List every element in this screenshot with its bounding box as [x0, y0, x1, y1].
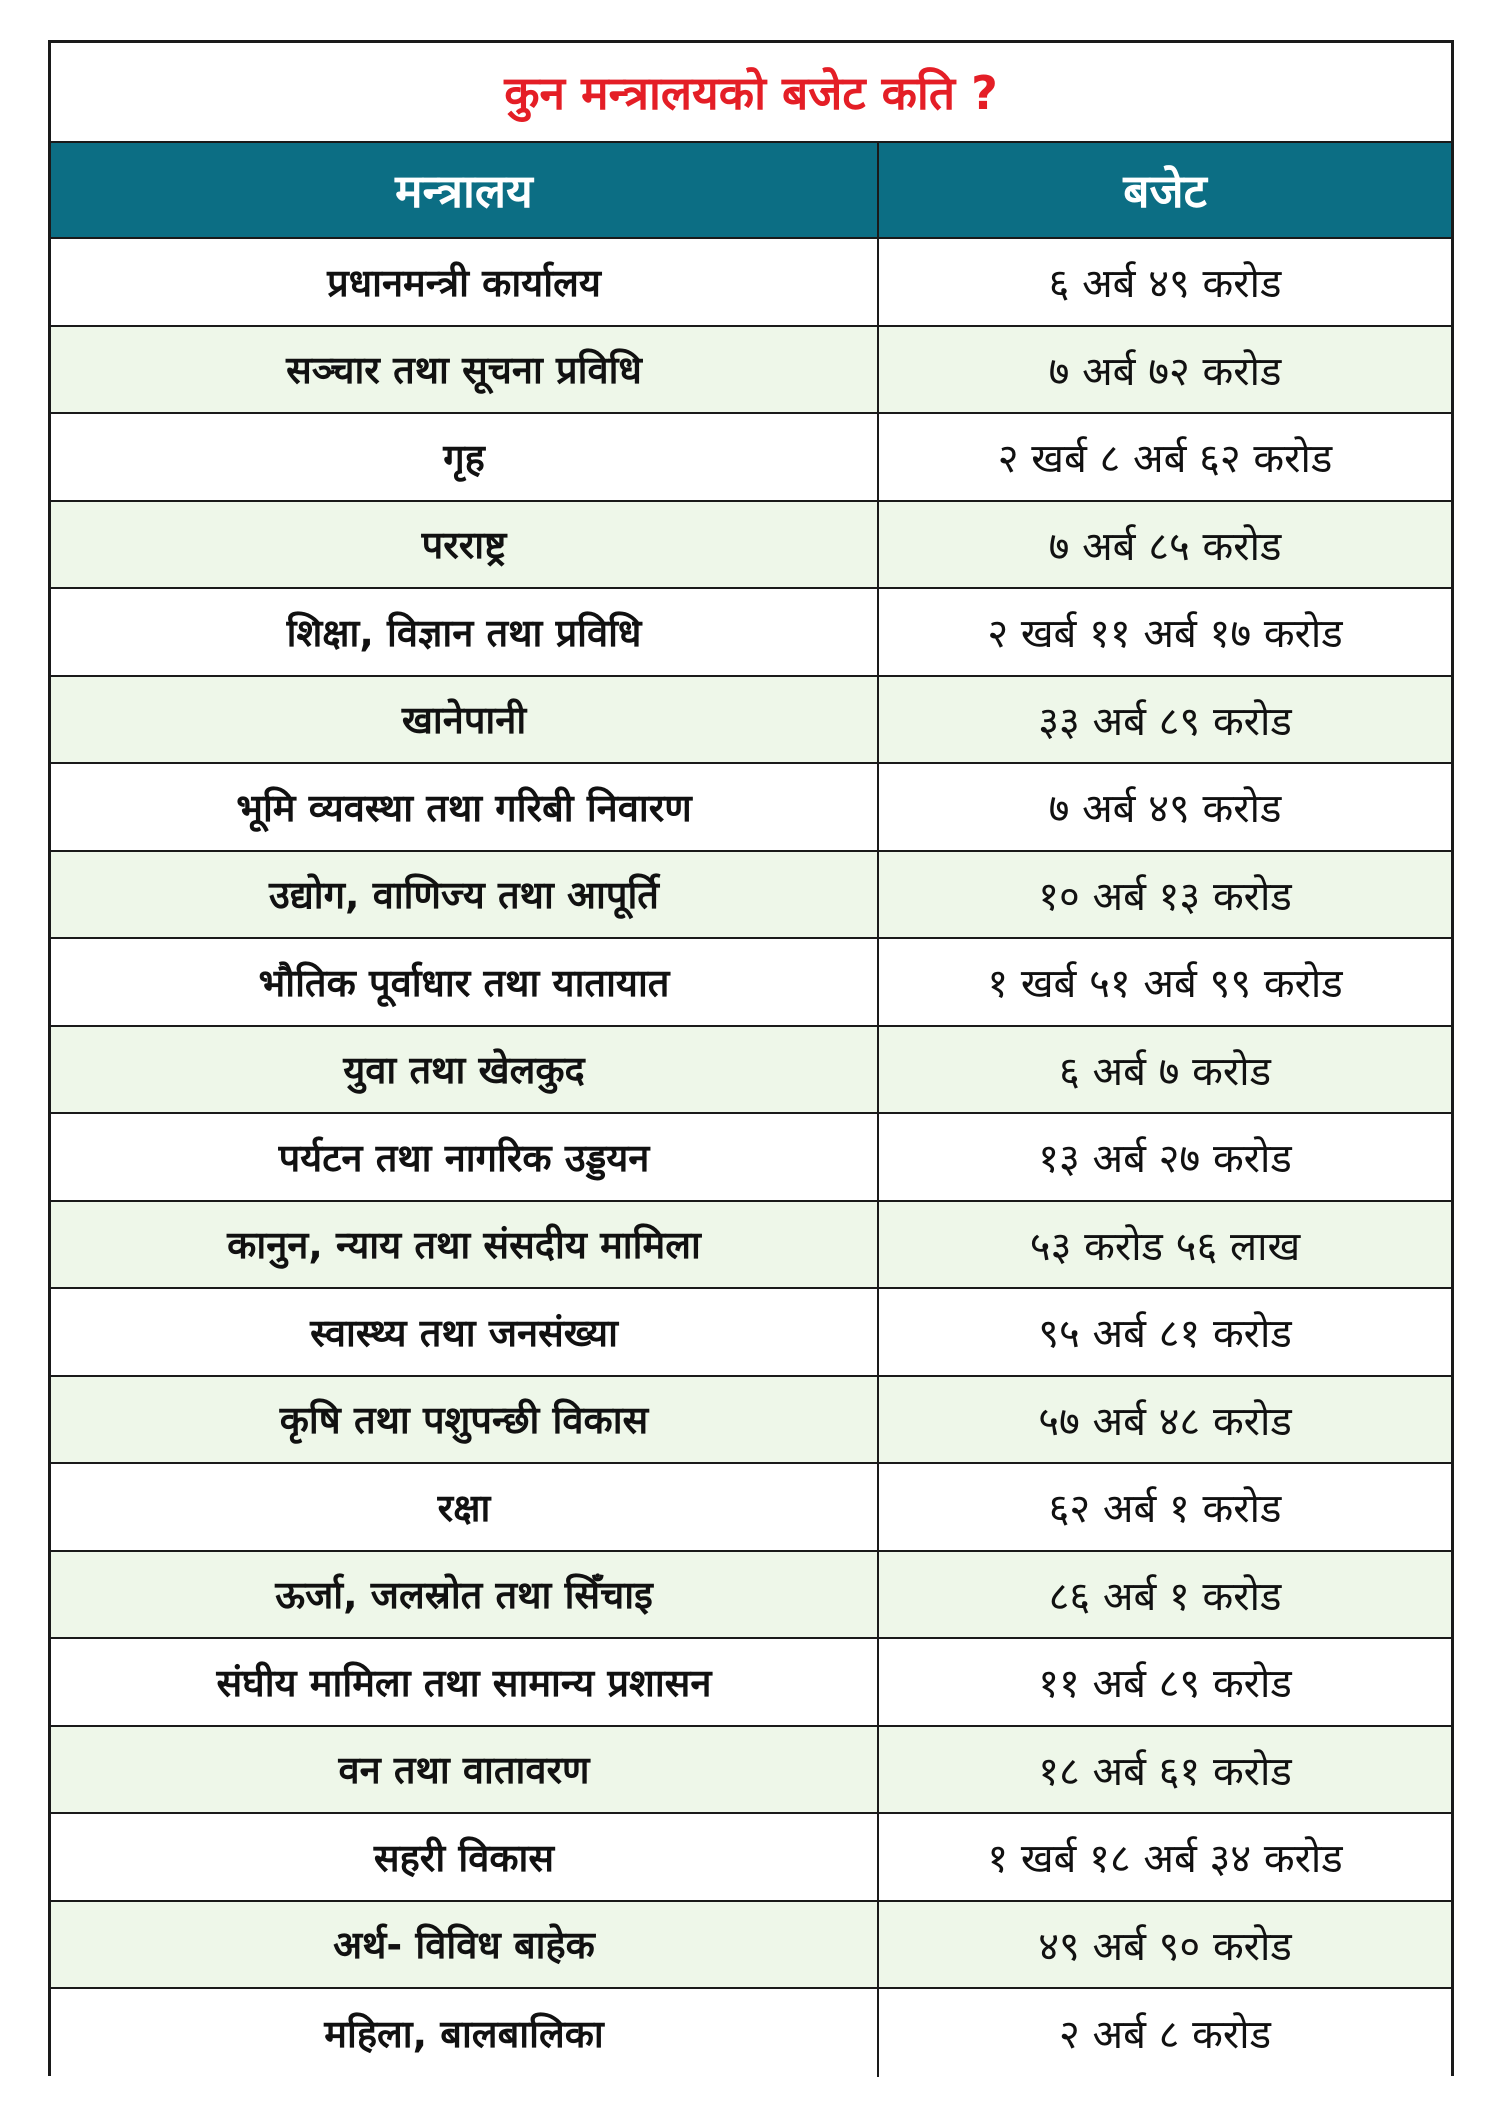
page-title: कुन मन्त्रालयको बजेट कति ? — [51, 43, 1451, 143]
budget-table-frame — [48, 40, 1454, 2076]
table-row — [51, 327, 1451, 415]
budget-cell: ६ अर्ब ७ करोड — [1059, 1048, 1271, 1095]
table-row — [51, 1114, 1451, 1202]
ministry-cell: ऊर्जा, जलस्रोत तथा सिँचाइ — [51, 1552, 879, 1638]
budget-cell: ७ अर्ब ४९ करोड — [1048, 786, 1282, 833]
ministry-cell: खानेपानी — [51, 677, 879, 763]
budget-cell: ४९ अर्ब ९० करोड — [1038, 1923, 1292, 1970]
budget-cell: ९५ अर्ब ८१ करोड — [1038, 1311, 1292, 1358]
budget-cell: ११ अर्ब ८९ करोड — [1038, 1661, 1292, 1708]
table-body — [51, 239, 1451, 2077]
ministry-cell: रक्षा — [51, 1464, 879, 1550]
ministry-cell: संघीय मामिला तथा सामान्य प्रशासन — [51, 1639, 879, 1725]
header-ministry: मन्त्रालय — [51, 143, 879, 237]
budget-cell: ८६ अर्ब १ करोड — [1048, 1573, 1282, 1620]
table-row — [51, 502, 1451, 590]
ministry-cell: गृह — [51, 414, 879, 500]
table-row — [51, 1202, 1451, 1290]
ministry-cell: भौतिक पूर्वाधार तथा यातायात — [51, 939, 879, 1025]
table-row — [51, 414, 1451, 502]
table-header-row — [51, 143, 1451, 239]
table-row — [51, 239, 1451, 327]
table-row — [51, 1639, 1451, 1727]
ministry-cell: भूमि व्यवस्था तथा गरिबी निवारण — [51, 764, 879, 850]
table-row — [51, 764, 1451, 852]
budget-cell: ६२ अर्ब १ करोड — [1048, 1486, 1282, 1533]
table-row — [51, 939, 1451, 1027]
ministry-cell: अर्थ- विविध बाहेक — [51, 1902, 879, 1988]
ministry-cell: शिक्षा, विज्ञान तथा प्रविधि — [51, 589, 879, 675]
budget-cell: २ खर्ब ८ अर्ब ६२ करोड — [997, 436, 1333, 483]
budget-cell: २ खर्ब ११ अर्ब १७ करोड — [987, 611, 1343, 658]
ministry-cell: कानुन, न्याय तथा संसदीय मामिला — [51, 1202, 879, 1288]
ministry-cell: उद्योग, वाणिज्य तथा आपूर्ति — [51, 852, 879, 938]
budget-cell: १० अर्ब १३ करोड — [1038, 873, 1292, 920]
ministry-cell: पर्यटन तथा नागरिक उड्डयन — [51, 1114, 879, 1200]
ministry-cell: प्रधानमन्त्री कार्यालय — [51, 239, 879, 325]
budget-cell: २ अर्ब ८ करोड — [1059, 2012, 1271, 2059]
table-row — [51, 1027, 1451, 1115]
ministry-cell: महिला, बालबालिका — [51, 1989, 879, 2077]
table-row — [51, 1464, 1451, 1552]
budget-cell: ५७ अर्ब ४८ करोड — [1038, 1398, 1292, 1445]
table-row — [51, 677, 1451, 765]
budget-cell: १८ अर्ब ६१ करोड — [1038, 1748, 1292, 1795]
budget-cell: १ खर्ब १८ अर्ब ३४ करोड — [987, 1836, 1343, 1883]
table-row — [51, 852, 1451, 940]
table-row — [51, 1989, 1451, 2077]
budget-cell: ७ अर्ब ७२ करोड — [1048, 348, 1282, 395]
table-row — [51, 1289, 1451, 1377]
header-budget: बजेट — [1123, 164, 1207, 218]
budget-cell: १ खर्ब ५१ अर्ब ९९ करोड — [987, 961, 1343, 1008]
ministry-cell: स्वास्थ्य तथा जनसंख्या — [51, 1289, 879, 1375]
table-row — [51, 589, 1451, 677]
table-row — [51, 1902, 1451, 1990]
table-row — [51, 1377, 1451, 1465]
table-row — [51, 1552, 1451, 1640]
ministry-cell: कृषि तथा पशुपन्छी विकास — [51, 1377, 879, 1463]
budget-cell: १३ अर्ब २७ करोड — [1038, 1136, 1292, 1183]
ministry-cell: परराष्ट्र — [51, 502, 879, 588]
ministry-cell: वन तथा वातावरण — [51, 1727, 879, 1813]
budget-cell: ३३ अर्ब ८९ करोड — [1038, 698, 1292, 745]
budget-cell: ७ अर्ब ८५ करोड — [1048, 523, 1282, 570]
budget-cell: ६ अर्ब ४९ करोड — [1048, 261, 1282, 308]
table-row — [51, 1814, 1451, 1902]
ministry-cell: सहरी विकास — [51, 1814, 879, 1900]
ministry-cell: सञ्चार तथा सूचना प्रविधि — [51, 327, 879, 413]
table-row — [51, 1727, 1451, 1815]
ministry-cell: युवा तथा खेलकुद — [51, 1027, 879, 1113]
budget-cell: ५३ करोड ५६ लाख — [1029, 1223, 1301, 1270]
